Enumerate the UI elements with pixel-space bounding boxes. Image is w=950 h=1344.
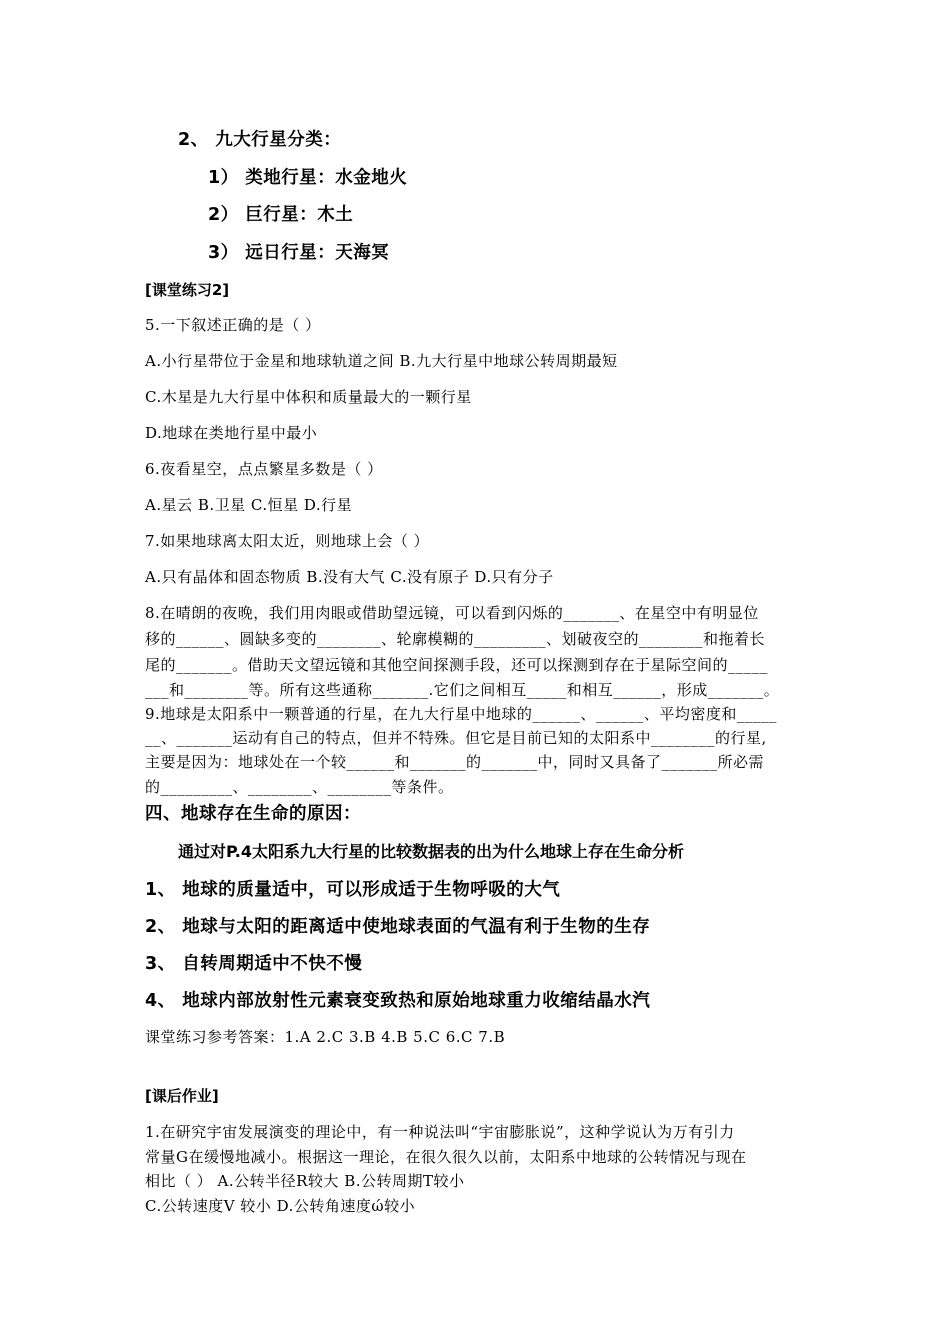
question-9-line-3: 主要是因为：地球处在一个较______和_______的_______中，同时又具备了_______所必需 [145,753,765,771]
reason-2: 2、 地球与太阳的距离适中使地球表面的气温有利于生物的生存 [145,917,651,937]
reason-3: 3、 自转周期适中不快不慢 [145,954,363,974]
classification-item-outer: 3） 远日行星：天海冥 [208,243,390,263]
question-8-line-4: ___和________等。所有这些通称_______.它们之间相互_____和相互______，形成_______。 [145,681,780,699]
question-9-line-2: __、_______运动有自己的特点，但并不特殊。但它是目前已知的太阳系中________的行星, [145,729,767,747]
reason-4: 4、 地球内部放射性元素衰变致热和原始地球重力收缩结晶水汽 [145,991,651,1011]
classification-item-terrestrial: 1） 类地行星：水金地火 [208,168,408,188]
question-7: 7.如果地球离太阳太近，则地球上会（ ） [145,532,430,550]
classification-item-giant: 2） 巨行星：木土 [208,205,354,225]
question-8-line-2: 移的______、圆缺多变的________、轮廓模糊的_________、划破夜空的________和拖着长 [145,630,766,648]
answer-key: 课堂练习参考答案：1.A 2.C 3.B 4.B 5.C 6.C 7.B [145,1028,506,1046]
section-4-title: 四、地球存在生命的原因： [145,804,361,824]
exercise2-heading: [课堂练习2] [145,281,230,299]
question-9-line-1: 9.地球是太阳系中一颗普通的行星，在九大行星中地球的______、______、平均密度和_____ [145,705,777,723]
homework-q1-line-2: 常量G在缓慢地减小。根据这一理论，在很久很久以前，太阳系中地球的公转情况与现在 [145,1148,747,1166]
question-8-line-1: 8.在晴朗的夜晚，我们用肉眼或借助望远镜，可以看到闪烁的_______、在星空中有明显位 [145,604,759,622]
homework-q1-line-1: 1.在研究宇宙发展演变的理论中，有一种说法叫“宇宙膨胀说”，这种学说认为万有引力 [145,1123,735,1141]
question-8-line-3: 尾的_______。借助天文望远镜和其他空间探测手段，还可以探测到存在于星际空间的_____ [145,656,769,674]
question-6-options: A.星云 B.卫星 C.恒星 D.行星 [145,496,353,514]
reason-1: 1、 地球的质量适中，可以形成适于生物呼吸的大气 [145,880,561,900]
question-7-options: A.只有晶体和固态物质 B.没有大气 C.没有原子 D.只有分子 [145,568,554,586]
question-5-option-d: D.地球在类地行星中最小 [145,424,318,442]
classification-title: 2、 九大行星分类： [178,130,342,150]
question-6: 6.夜看星空，点点繁星多数是（ ） [145,460,383,478]
homework-heading: [课后作业] [145,1087,219,1105]
homework-q1-line-4: C.公转速度V 较小 D.公转角速度ώ较小 [145,1197,416,1215]
homework-q1-line-3: 相比（ ） A.公转半径R较大 B.公转周期T较小 [145,1172,465,1190]
section-4-intro: 通过对P.4太阳系九大行星的比较数据表的出为什么地球上存在生命分析 [178,842,685,861]
question-5-option-c: C.木星是九大行星中体积和质量最大的一颗行星 [145,388,472,406]
question-9-line-4: 的_________、________、________等条件。 [145,778,454,796]
question-5-options-ab: A.小行星带位于金星和地球轨道之间 B.九大行星中地球公转周期最短 [145,352,618,370]
question-5: 5.一下叙述正确的是（ ） [145,316,321,334]
